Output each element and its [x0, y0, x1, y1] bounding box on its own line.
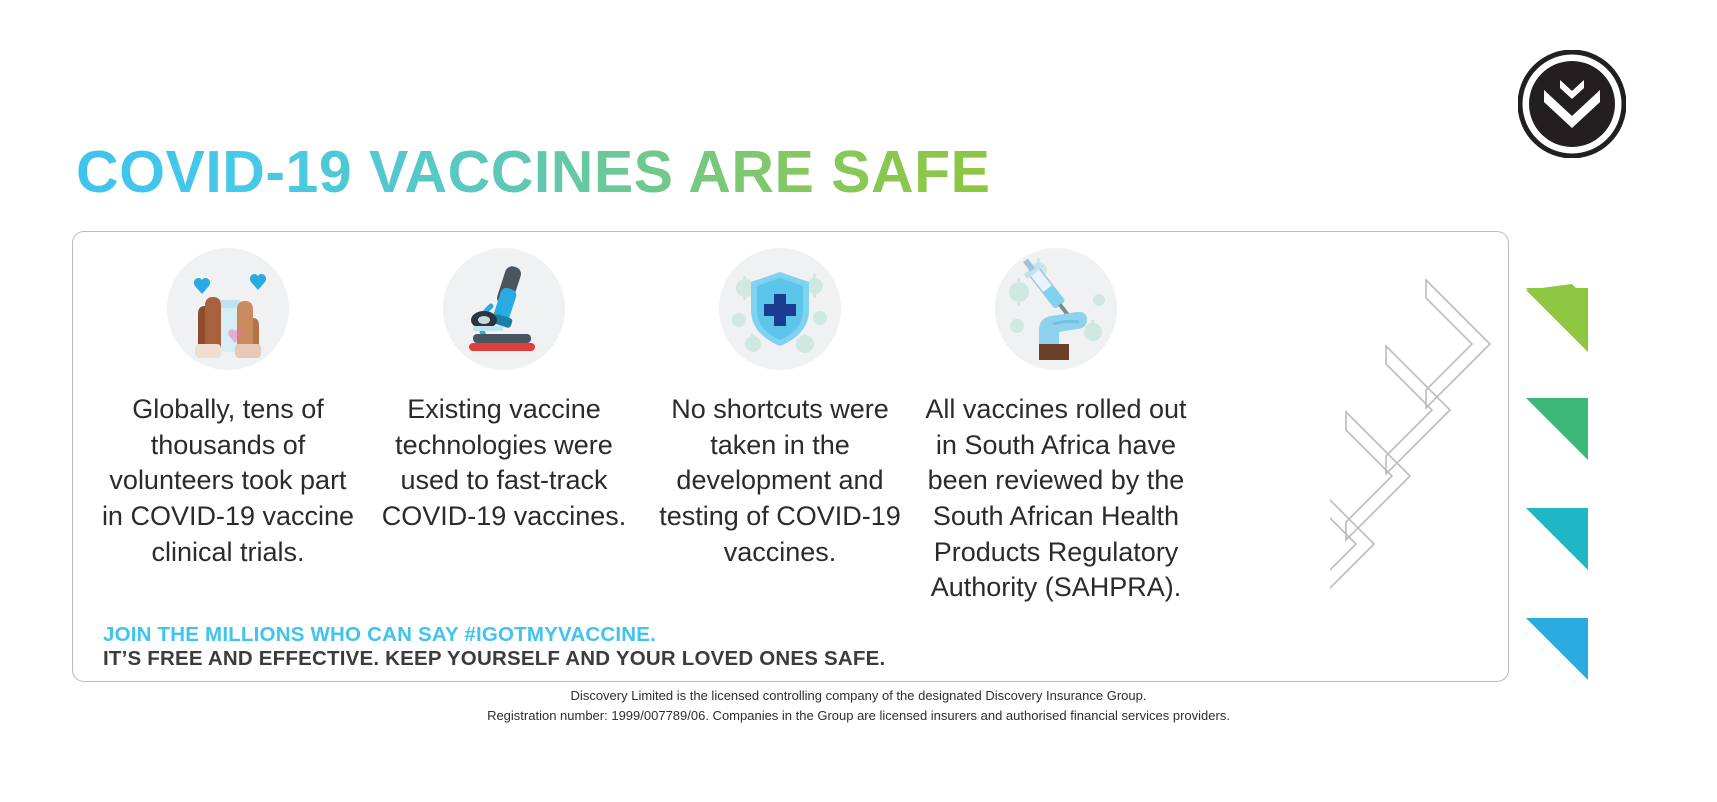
tagline-primary: JOIN THE MILLIONS WHO CAN SAY #IGOTMYVACCINE.: [103, 623, 657, 646]
fact-column-2: [366, 248, 642, 535]
legal-line-1: Discovery Limited is the licensed controlling company of the designated Discovery Insurance Group.: [570, 688, 1147, 703]
shield-with-medical-cross-icon: [719, 248, 841, 370]
fact-text: Globally, tens of thousands of volunteers took part in COVID-19 vaccine clinical trials.: [101, 394, 355, 567]
fact-column-3: [642, 248, 918, 570]
legal-line-2: Registration number: 1999/007789/06. Companies in the Group are licensed insurers and authorised financial services providers.: [487, 708, 1230, 724]
fact-text: All vaccines rolled out in South Africa have been reviewed by the South African Health Products Regulatory Authority (SAHPRA).: [925, 394, 1187, 603]
page-title: COVID-19 VACCINES ARE SAFE: [76, 139, 991, 205]
microscope-icon: [443, 248, 565, 370]
discovery-logo: [1518, 50, 1626, 158]
gloved-hand-holding-syringe-icon: [995, 248, 1117, 370]
facts-row: [90, 248, 1330, 606]
raised-hands-with-hearts-icon: [167, 248, 289, 370]
fact-column-1: [90, 248, 366, 570]
fact-text: Existing vaccine technologies were used to fast-track COVID-19 vaccines.: [381, 394, 627, 531]
tagline-secondary: IT’S FREE AND EFFECTIVE. KEEP YOURSELF AND YOUR LOVED ONES SAFE.: [103, 647, 886, 670]
fact-column-4: [918, 248, 1194, 606]
fact-text: No shortcuts were taken in the development and testing of COVID-19 vaccines.: [659, 394, 901, 567]
legal-disclaimer: [0, 686, 1717, 726]
